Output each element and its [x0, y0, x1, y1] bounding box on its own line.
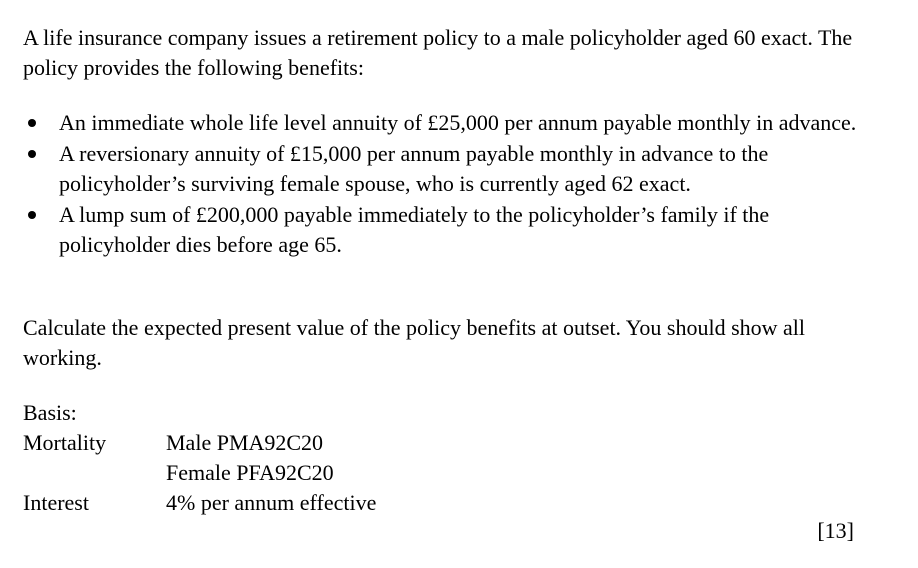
interest-value: 4% per annum effective — [166, 490, 377, 515]
benefit-item — [23, 139, 883, 199]
intro-paragraph: A life insurance company issues a retirement policy to a male policyholder aged 60 exact. The policy provides the following benefits: — [23, 25, 853, 80]
benefits-list — [23, 108, 883, 261]
benefit-text: A lump sum of £200,000 payable immediately to the policyholder’s family if the policyholder dies before age 65. — [59, 202, 770, 257]
benefit-text: An immediate whole life level annuity of £25,000 per annum payable monthly in advance. — [59, 110, 857, 135]
benefit-item — [23, 200, 883, 260]
bullet-icon — [28, 150, 36, 158]
mortality-label: Mortality — [23, 430, 107, 455]
benefit-text: A reversionary annuity of £15,000 per annum payable monthly in advance to the policyholder’s surviving female spouse, who is currently aged 62 exact. — [59, 141, 769, 196]
benefit-item — [23, 108, 883, 138]
question-paragraph: Calculate the expected present value of the policy benefits at outset. You should show all working. — [23, 315, 806, 370]
bullet-icon — [28, 211, 36, 219]
basis-heading: Basis: — [23, 400, 77, 425]
mortality-female-value: Female PFA92C20 — [166, 460, 334, 485]
mortality-male-value: Male PMA92C20 — [166, 430, 324, 455]
bullet-icon — [28, 119, 36, 127]
interest-label: Interest — [23, 490, 89, 515]
marks-indicator: [13] — [817, 518, 854, 543]
